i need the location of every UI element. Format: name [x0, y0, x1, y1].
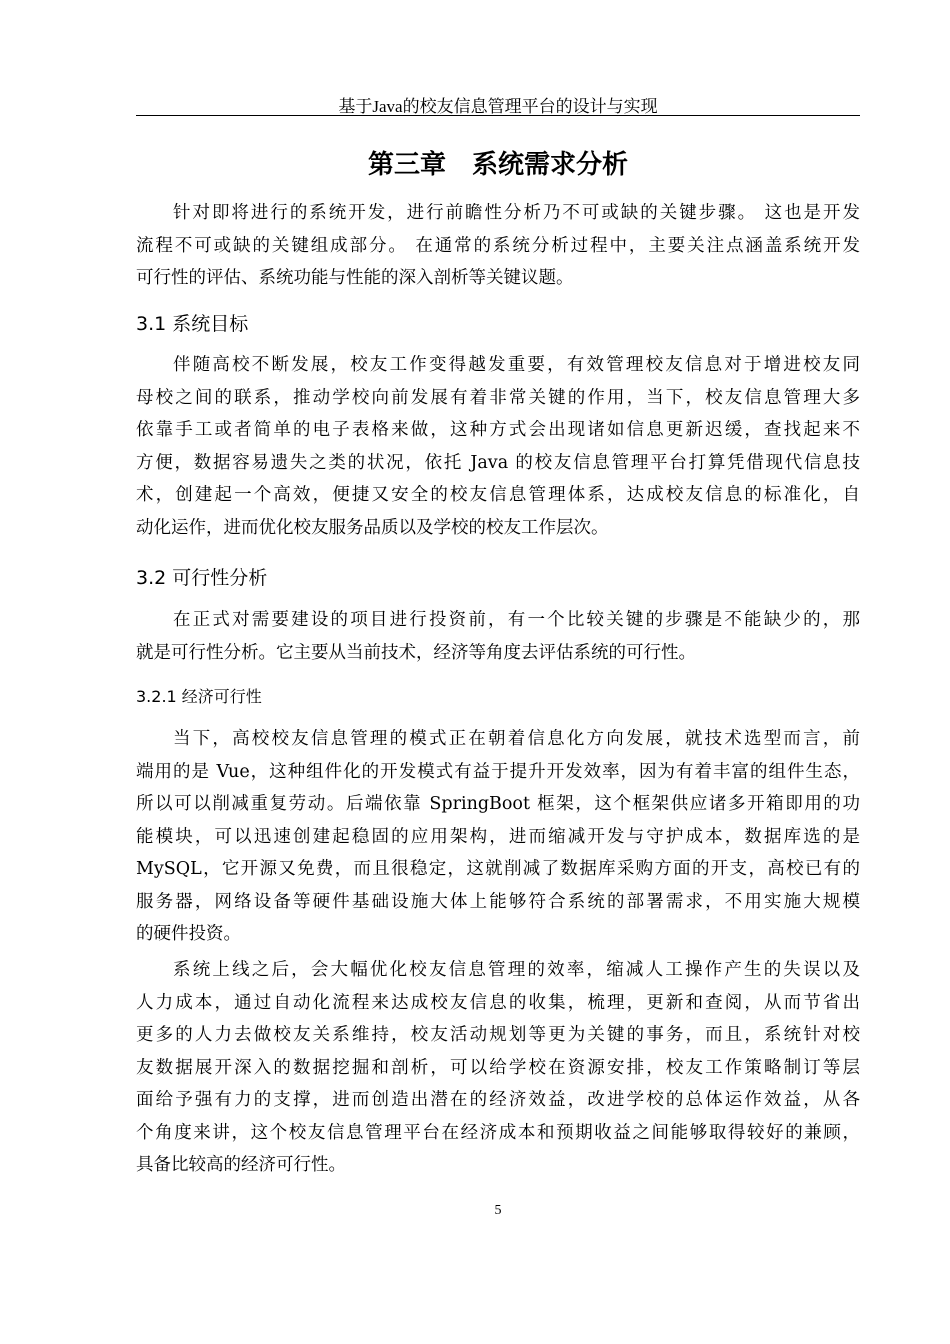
text-line: 术，创建起一个高效，便捷又安全的校友信息管理体系，达成校友信息的标准化，自: [136, 485, 860, 505]
text-line: 系统上线之后，会大幅优化校友信息管理的效率，缩减人工操作产生的失误以及: [173, 960, 860, 980]
text-line: 友数据展开深入的数据挖掘和剖析，可以给学校在资源安排，校友工作策略制订等层: [136, 1057, 860, 1078]
section-3-2-paragraph: [136, 604, 860, 669]
running-header: 基于Java的校友信息管理平台的设计与实现: [338, 97, 658, 116]
text-line: 的硬件投资。: [136, 924, 241, 944]
text-line: 面给予强有力的支撑，进而创造出潜在的经济效益，改进学校的总体运作效益，从各: [136, 1090, 860, 1110]
text-line: 针对即将进行的系统开发，进行前瞻性分析乃不可或缺的关键步骤。 这也是开发: [173, 203, 860, 223]
text-line: 动化运作，进而优化校友服务品质以及学校的校友工作层次。: [136, 517, 609, 538]
section-3-1-paragraph: [136, 349, 860, 544]
section-heading-3-2-1: 3.2.1 经济可行性: [136, 687, 262, 706]
chapter-title: 第三章 系统需求分析: [367, 150, 628, 180]
text-line: 伴随高校不断发展，校友工作变得越发重要，有效管理校友信息对于增进校友同: [173, 355, 860, 375]
section-3-2-1-paragraph-1: [136, 723, 860, 951]
text-line: 在正式对需要建设的项目进行投资前，有一个比较关键的步骤是不能缺少的，那: [173, 610, 860, 630]
text-line: 流程不可或缺的关键组成部分。 在通常的系统分析过程中，主要关注点涵盖系统开发: [136, 235, 860, 256]
text-line: MySQL，它开源又免费，而且很稳定，这就削减了数据库采购方面的开支，高校已有的: [136, 859, 860, 879]
section-heading-3-2: 3.2 可行性分析: [136, 567, 268, 589]
text-line: 就是可行性分析。它主要从当前技术，经济等角度去评估系统的可行性。: [136, 642, 696, 663]
text-line: 当下，高校校友信息管理的模式正在朝着信息化方向发展，就技术选型而言，前: [173, 729, 860, 749]
text-line: 依靠手工或者简单的电子表格来做，这种方式会出现诸如信息更新迟缓，查找起来不: [136, 420, 860, 440]
text-line: 母校之间的联系，推动学校向前发展有着非常关键的作用，当下，校友信息管理大多: [136, 387, 860, 408]
page-number: 5: [494, 1203, 502, 1218]
section-3-2-1-paragraph-2: [136, 954, 860, 1182]
text-line: 方便，数据容易遗失之类的状况，依托 Java 的校友信息管理平台打算凭借现代信息技: [136, 452, 860, 473]
text-line: 所以可以削减重复劳动。后端依靠 SpringBoot 框架，这个框架供应诸多开箱即用的功: [136, 794, 860, 814]
text-line: 端用的是 Vue，这种组件化的开发模式有益于提升开发效率，因为有着丰富的组件生态，: [136, 761, 860, 782]
text-line: 服务器，网络设备等硬件基础设施大体上能够符合系统的部署需求，不用实施大规模: [136, 891, 860, 912]
text-line: 个角度来讲，这个校友信息管理平台在经济成本和预期收益之间能够取得较好的兼顾，: [136, 1122, 860, 1143]
text-line: 可行性的评估、系统功能与性能的深入剖析等关键议题。: [136, 268, 574, 288]
text-line: 更多的人力去做校友关系维持，校友活动规划等更为关键的事务，而且，系统针对校: [136, 1025, 860, 1045]
intro-paragraph: [136, 197, 860, 295]
text-line: 能模块，可以迅速创建起稳固的应用架构，进而缩减开发与守护成本，数据库选的是: [136, 826, 860, 847]
text-line: 具备比较高的经济可行性。: [136, 1155, 346, 1175]
header-divider: [136, 115, 860, 116]
section-heading-3-1: 3.1 系统目标: [136, 313, 249, 335]
text-line: 人力成本，通过自动化流程来达成校友信息的收集，梳理，更新和查阅，从而节省出: [136, 992, 860, 1013]
